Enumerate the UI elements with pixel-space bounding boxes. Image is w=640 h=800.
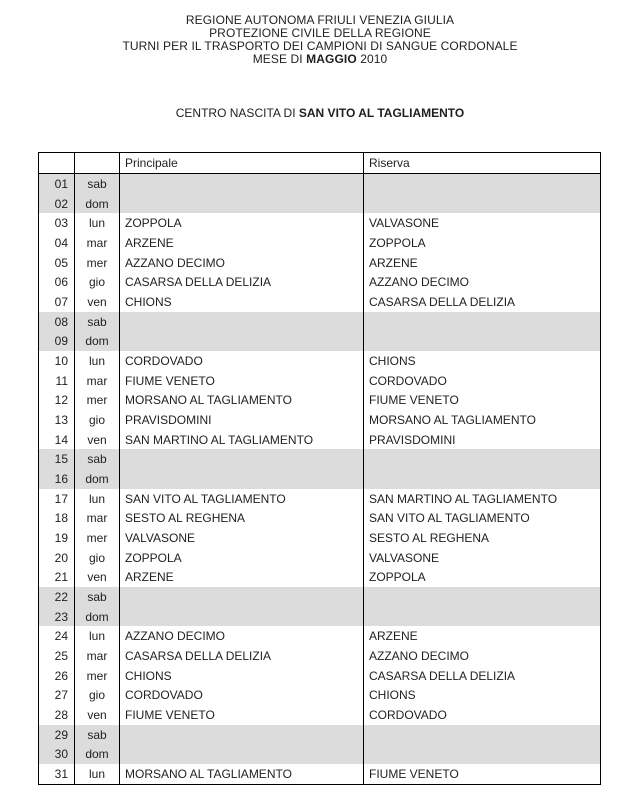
riserva-cell: CASARSA DELLA DELIZIA bbox=[369, 294, 516, 309]
col-header-principale: Principale bbox=[120, 153, 364, 174]
riserva-cell bbox=[364, 607, 601, 627]
riserva-cell bbox=[364, 312, 601, 332]
principale-cell bbox=[120, 725, 364, 745]
riserva-cell bbox=[364, 587, 601, 607]
table-row bbox=[39, 331, 601, 351]
day-number-cell: 22 bbox=[39, 587, 75, 607]
day-name-cell: mar bbox=[75, 508, 120, 528]
day-number-cell: 05 bbox=[39, 253, 75, 273]
riserva-cell: CORDOVADO bbox=[369, 707, 447, 722]
day-number-cell: 14 bbox=[39, 430, 75, 450]
table-row bbox=[39, 213, 601, 233]
table-row bbox=[39, 626, 601, 646]
day-name-cell: sab bbox=[75, 587, 120, 607]
riserva-cell: VALVASONE bbox=[369, 550, 440, 565]
day-name-cell: lun bbox=[75, 626, 120, 646]
riserva-cell: CORDOVADO bbox=[369, 373, 447, 388]
riserva-cell: FIUME VENETO bbox=[369, 393, 459, 408]
riserva-cell: ZOPPOLA bbox=[369, 570, 426, 585]
principale-cell: ZOPPOLA bbox=[120, 548, 364, 568]
riserva-cell bbox=[364, 174, 601, 194]
riserva-cell: PRAVISDOMINI bbox=[369, 432, 456, 447]
day-number-cell: 20 bbox=[39, 548, 75, 568]
principale-cell: MORSANO AL TAGLIAMENTO bbox=[120, 390, 364, 410]
day-name-cell: ven bbox=[75, 430, 120, 450]
month-name: MAGGIO bbox=[306, 52, 357, 66]
table-row bbox=[39, 548, 601, 568]
riserva-cell: AZZANO DECIMO bbox=[369, 275, 470, 290]
table-row bbox=[39, 390, 601, 410]
riserva-cell: VALVASONE bbox=[369, 216, 440, 231]
riserva-cell bbox=[364, 194, 601, 214]
day-name-cell: gio bbox=[75, 410, 120, 430]
day-name-cell: dom bbox=[75, 469, 120, 489]
riserva-cell: AZZANO DECIMO bbox=[369, 648, 470, 663]
day-number-cell: 29 bbox=[39, 725, 75, 745]
riserva-cell bbox=[364, 744, 601, 764]
day-number-cell: 18 bbox=[39, 508, 75, 528]
day-number-cell: 17 bbox=[39, 489, 75, 509]
day-number-cell: 02 bbox=[39, 194, 75, 214]
col-header-day-name bbox=[75, 153, 120, 174]
riserva-cell: SAN MARTINO AL TAGLIAMENTO bbox=[369, 491, 558, 506]
month-line-suffix: 2010 bbox=[356, 52, 388, 66]
riserva-cell: FIUME VENETO bbox=[369, 766, 459, 781]
table-row bbox=[39, 351, 601, 371]
principale-cell: SAN VITO AL TAGLIAMENTO bbox=[120, 489, 364, 509]
principale-cell: PRAVISDOMINI bbox=[120, 410, 364, 430]
birth-center-title bbox=[0, 107, 640, 120]
day-name-cell: ven bbox=[75, 567, 120, 587]
day-name-cell: gio bbox=[75, 685, 120, 705]
table-row bbox=[39, 233, 601, 253]
principale-cell: FIUME VENETO bbox=[120, 371, 364, 391]
day-name-cell: sab bbox=[75, 174, 120, 194]
riserva-cell: ZOPPOLA bbox=[369, 235, 426, 250]
principale-cell: ARZENE bbox=[120, 567, 364, 587]
riserva-cell bbox=[364, 469, 601, 489]
day-number-cell: 07 bbox=[39, 292, 75, 312]
riserva-cell bbox=[364, 331, 601, 351]
title-line-region: REGIONE AUTONOMA FRIULI VENEZIA GIULIA bbox=[185, 13, 455, 27]
principale-cell: CORDOVADO bbox=[120, 351, 364, 371]
table-row bbox=[39, 744, 601, 764]
day-number-cell: 01 bbox=[39, 174, 75, 194]
riserva-cell: ARZENE bbox=[369, 629, 418, 644]
principale-cell: CASARSA DELLA DELIZIA bbox=[120, 646, 364, 666]
transport-schedule-table bbox=[38, 152, 601, 785]
riserva-cell bbox=[364, 725, 601, 745]
table-row bbox=[39, 194, 601, 214]
day-number-cell: 13 bbox=[39, 410, 75, 430]
document-header bbox=[0, 14, 640, 66]
table-header-row bbox=[39, 153, 601, 174]
table-row bbox=[39, 449, 601, 469]
principale-cell bbox=[120, 744, 364, 764]
principale-cell: ARZENE bbox=[120, 233, 364, 253]
birth-center-prefix: CENTRO NASCITA DI bbox=[175, 106, 299, 120]
day-name-cell: dom bbox=[75, 194, 120, 214]
day-name-cell: lun bbox=[75, 764, 120, 784]
riserva-cell: ARZENE bbox=[369, 255, 418, 270]
principale-cell: FIUME VENETO bbox=[120, 705, 364, 725]
day-number-cell: 28 bbox=[39, 705, 75, 725]
title-line-subject: TURNI PER IL TRASPORTO DEI CAMPIONI DI SANGUE CORDONALE bbox=[122, 39, 518, 53]
day-number-cell: 16 bbox=[39, 469, 75, 489]
day-name-cell: ven bbox=[75, 292, 120, 312]
principale-cell: CHIONS bbox=[120, 666, 364, 686]
riserva-cell: CHIONS bbox=[369, 353, 416, 368]
principale-cell bbox=[120, 174, 364, 194]
col-header-day-number bbox=[39, 153, 75, 174]
table-row bbox=[39, 508, 601, 528]
day-name-cell: mer bbox=[75, 528, 120, 548]
principale-cell: AZZANO DECIMO bbox=[120, 626, 364, 646]
day-name-cell: gio bbox=[75, 272, 120, 292]
day-name-cell: sab bbox=[75, 449, 120, 469]
day-number-cell: 26 bbox=[39, 666, 75, 686]
day-name-cell: dom bbox=[75, 744, 120, 764]
day-name-cell: ven bbox=[75, 705, 120, 725]
day-number-cell: 24 bbox=[39, 626, 75, 646]
table-row bbox=[39, 253, 601, 273]
day-name-cell: mar bbox=[75, 371, 120, 391]
day-number-cell: 10 bbox=[39, 351, 75, 371]
table-row bbox=[39, 410, 601, 430]
day-number-cell: 03 bbox=[39, 213, 75, 233]
principale-cell bbox=[120, 607, 364, 627]
table-row bbox=[39, 272, 601, 292]
day-name-cell: gio bbox=[75, 548, 120, 568]
table-row bbox=[39, 292, 601, 312]
table-row bbox=[39, 312, 601, 332]
day-name-cell: mar bbox=[75, 646, 120, 666]
day-number-cell: 31 bbox=[39, 764, 75, 784]
principale-cell bbox=[120, 449, 364, 469]
table-row bbox=[39, 430, 601, 450]
day-name-cell: dom bbox=[75, 331, 120, 351]
principale-cell bbox=[120, 331, 364, 351]
riserva-cell bbox=[364, 449, 601, 469]
riserva-cell: SESTO AL REGHENA bbox=[369, 530, 490, 545]
table-row bbox=[39, 764, 601, 784]
day-name-cell: sab bbox=[75, 312, 120, 332]
riserva-cell: CASARSA DELLA DELIZIA bbox=[369, 668, 516, 683]
day-number-cell: 27 bbox=[39, 685, 75, 705]
principale-cell bbox=[120, 469, 364, 489]
day-name-cell: mer bbox=[75, 666, 120, 686]
principale-cell: MORSANO AL TAGLIAMENTO bbox=[120, 764, 364, 784]
day-name-cell: dom bbox=[75, 607, 120, 627]
day-name-cell: lun bbox=[75, 213, 120, 233]
title-line-department: PROTEZIONE CIVILE DELLA REGIONE bbox=[209, 26, 431, 40]
principale-cell: ZOPPOLA bbox=[120, 213, 364, 233]
riserva-cell: CHIONS bbox=[369, 688, 416, 703]
table-row bbox=[39, 685, 601, 705]
principale-cell: VALVASONE bbox=[120, 528, 364, 548]
day-number-cell: 19 bbox=[39, 528, 75, 548]
table-row bbox=[39, 567, 601, 587]
principale-cell bbox=[120, 194, 364, 214]
riserva-cell: MORSANO AL TAGLIAMENTO bbox=[369, 412, 536, 427]
table-row bbox=[39, 371, 601, 391]
table-row bbox=[39, 174, 601, 194]
table-row bbox=[39, 646, 601, 666]
day-number-cell: 08 bbox=[39, 312, 75, 332]
birth-center-name: SAN VITO AL TAGLIAMENTO bbox=[298, 106, 465, 120]
principale-cell: SESTO AL REGHENA bbox=[120, 508, 364, 528]
day-number-cell: 21 bbox=[39, 567, 75, 587]
month-line-prefix: MESE DI bbox=[252, 52, 307, 66]
day-number-cell: 12 bbox=[39, 390, 75, 410]
table-row bbox=[39, 725, 601, 745]
table-row bbox=[39, 705, 601, 725]
principale-cell: AZZANO DECIMO bbox=[120, 253, 364, 273]
day-name-cell: lun bbox=[75, 351, 120, 371]
table-row bbox=[39, 528, 601, 548]
day-number-cell: 23 bbox=[39, 607, 75, 627]
day-name-cell: mar bbox=[75, 233, 120, 253]
col-header-riserva: Riserva bbox=[364, 153, 601, 174]
principale-cell bbox=[120, 587, 364, 607]
day-name-cell: lun bbox=[75, 489, 120, 509]
day-name-cell: mer bbox=[75, 390, 120, 410]
principale-cell bbox=[120, 312, 364, 332]
principale-cell: CHIONS bbox=[120, 292, 364, 312]
day-name-cell: sab bbox=[75, 725, 120, 745]
day-number-cell: 15 bbox=[39, 449, 75, 469]
table-row bbox=[39, 666, 601, 686]
day-number-cell: 06 bbox=[39, 272, 75, 292]
table-row bbox=[39, 469, 601, 489]
principale-cell: SAN MARTINO AL TAGLIAMENTO bbox=[120, 430, 364, 450]
table-row bbox=[39, 587, 601, 607]
day-number-cell: 09 bbox=[39, 331, 75, 351]
day-number-cell: 25 bbox=[39, 646, 75, 666]
day-name-cell: mer bbox=[75, 253, 120, 273]
day-number-cell: 11 bbox=[39, 371, 75, 391]
principale-cell: CORDOVADO bbox=[120, 685, 364, 705]
table-row bbox=[39, 607, 601, 627]
title-line-month bbox=[0, 53, 640, 66]
principale-cell: CASARSA DELLA DELIZIA bbox=[120, 272, 364, 292]
table-row bbox=[39, 489, 601, 509]
riserva-cell: SAN VITO AL TAGLIAMENTO bbox=[369, 511, 530, 526]
day-number-cell: 30 bbox=[39, 744, 75, 764]
day-number-cell: 04 bbox=[39, 233, 75, 253]
